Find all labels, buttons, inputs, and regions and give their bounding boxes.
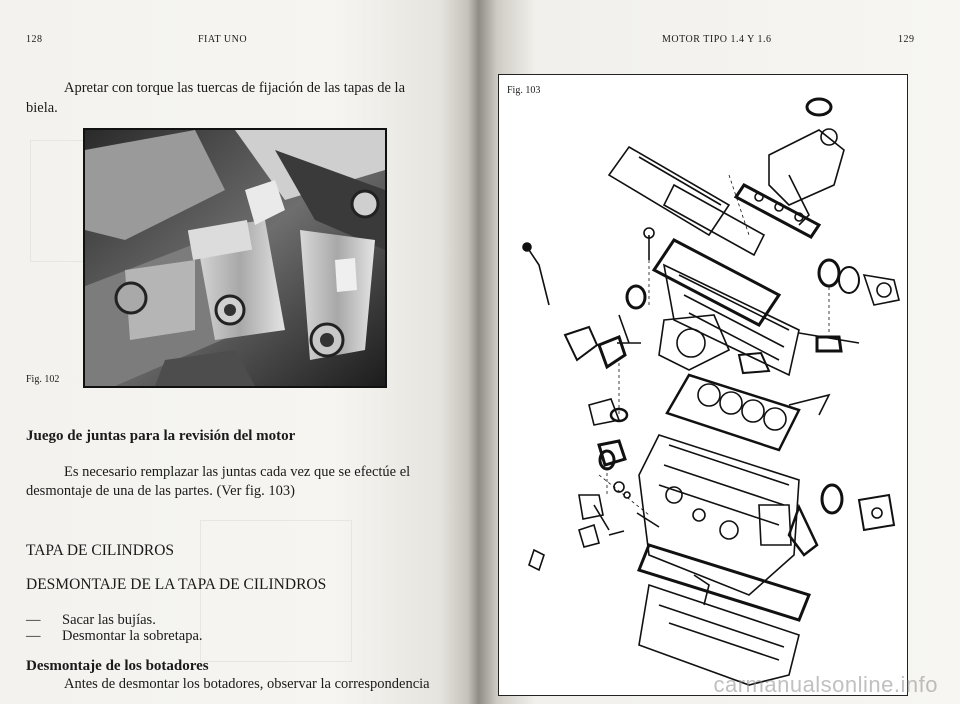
fig-103-caption: Fig. 103 bbox=[507, 85, 541, 96]
engine-photo bbox=[83, 128, 387, 388]
fig-102-caption: Fig. 102 bbox=[26, 374, 60, 385]
section-gasket-kit-line2: desmontaje de una de las partes. (Ver fig. 103) bbox=[26, 483, 295, 499]
watermark: carmanualsonline.info bbox=[713, 672, 938, 697]
left-page bbox=[0, 0, 478, 704]
dash-bullet: — bbox=[26, 612, 41, 628]
tappets-removal-heading: Desmontaje de los botadores bbox=[26, 658, 209, 674]
cylinder-head-removal-heading: DESMONTAJE DE LA TAPA DE CILINDROS bbox=[26, 576, 327, 593]
step-remove-spark-plugs bbox=[26, 612, 156, 629]
page-number-left: 128 bbox=[26, 34, 43, 45]
step-text: Sacar las bujías. bbox=[62, 612, 156, 628]
exploded-engine-illustration bbox=[499, 75, 907, 695]
section-gasket-kit-heading: Juego de juntas para la revisión del motor bbox=[26, 428, 296, 444]
connecting-rod-photo-illustration bbox=[85, 130, 385, 386]
tappets-removal-line1: Antes de desmontar los botadores, observar la correspondencia bbox=[64, 676, 430, 692]
step-remove-cover bbox=[26, 628, 203, 645]
intro-text-line1: Apretar con torque las tuercas de fijación de las tapas de la bbox=[64, 80, 406, 96]
page-number-right: 129 bbox=[898, 34, 915, 45]
dash-bullet: — bbox=[26, 628, 41, 644]
running-head-left: FIAT UNO bbox=[198, 34, 248, 45]
gasket-kit-exploded-diagram bbox=[498, 74, 908, 696]
intro-text-line2: biela. bbox=[26, 100, 58, 116]
running-head-right: MOTOR TIPO 1.4 Y 1.6 bbox=[662, 34, 772, 45]
cylinder-head-heading: TAPA DE CILINDROS bbox=[26, 542, 175, 559]
section-gasket-kit-line1: Es necesario remplazar las juntas cada vez que se efectúe el bbox=[64, 464, 411, 480]
step-text: Desmontar la sobretapa. bbox=[62, 628, 203, 644]
